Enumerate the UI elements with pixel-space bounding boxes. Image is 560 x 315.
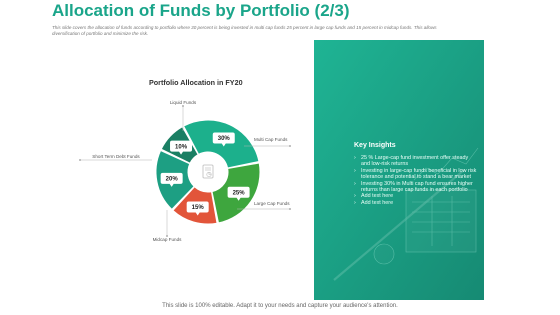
- insights-panel: [314, 40, 484, 300]
- callout-label: Multi Cap Funds: [254, 137, 288, 142]
- bullet-icon: ›: [354, 180, 356, 187]
- insight-text: Investing 30% in Multi cap fund ensures higher returns than large cap funds in each portfolio: [361, 180, 473, 194]
- insight-text: Investing in large-cap funds beneficial in low risk tolerance and potential to stand a bear market: [361, 167, 477, 181]
- insight-item: [354, 200, 478, 206]
- slide-description: This slide covers the allocation of funds according to portfolio where 30 percent is being invested in multi cap funds 25 percent in large cap funds and 15 percent in midcap funds. This allows diversification of portfolio and minimize the risk.: [52, 25, 437, 36]
- callout-label: Midcap Funds: [152, 237, 182, 242]
- insight-text: Add text here: [361, 199, 394, 206]
- insight-text: 25 % Large-cap fund investment offer steady and low-risk returns: [361, 155, 469, 168]
- bullet-icon: ›: [354, 199, 356, 206]
- callout-label: Large Cap Funds: [254, 201, 290, 206]
- key-insights-heading: Key Insights: [354, 142, 396, 149]
- bullet-icon: ›: [354, 167, 356, 174]
- bullet-icon: ›: [354, 155, 356, 161]
- callout-dot: [79, 159, 81, 161]
- slide-title: Allocation of Funds by Portfolio (2/3): [52, 1, 350, 20]
- callout-dot: [182, 105, 184, 107]
- percent-label: 15%: [191, 205, 204, 212]
- percent-label: 30%: [217, 136, 230, 143]
- slide-footer: This slide is 100% editable. Adapt it to your needs and capture your audience's attention.: [162, 303, 398, 309]
- key-insights-list: [354, 155, 478, 206]
- key-insights: [354, 142, 478, 206]
- insight-item: [354, 181, 478, 194]
- insight-item: [354, 168, 478, 181]
- callout-label: Liquid Funds: [169, 100, 197, 105]
- insight-text: Add text here: [361, 193, 394, 200]
- callout-dot: [289, 208, 291, 210]
- bullet-icon: ›: [354, 193, 356, 200]
- callout-dot: [289, 145, 291, 147]
- callout-label: Short Term Debt Funds: [92, 154, 140, 159]
- insight-item: [354, 155, 478, 168]
- chart-title: Portfolio Allocation in FY20: [149, 78, 243, 87]
- percent-label: 20%: [165, 176, 178, 183]
- percent-label: 10%: [175, 144, 188, 151]
- percent-label: 25%: [232, 190, 245, 197]
- document-chart-icon: [189, 153, 227, 191]
